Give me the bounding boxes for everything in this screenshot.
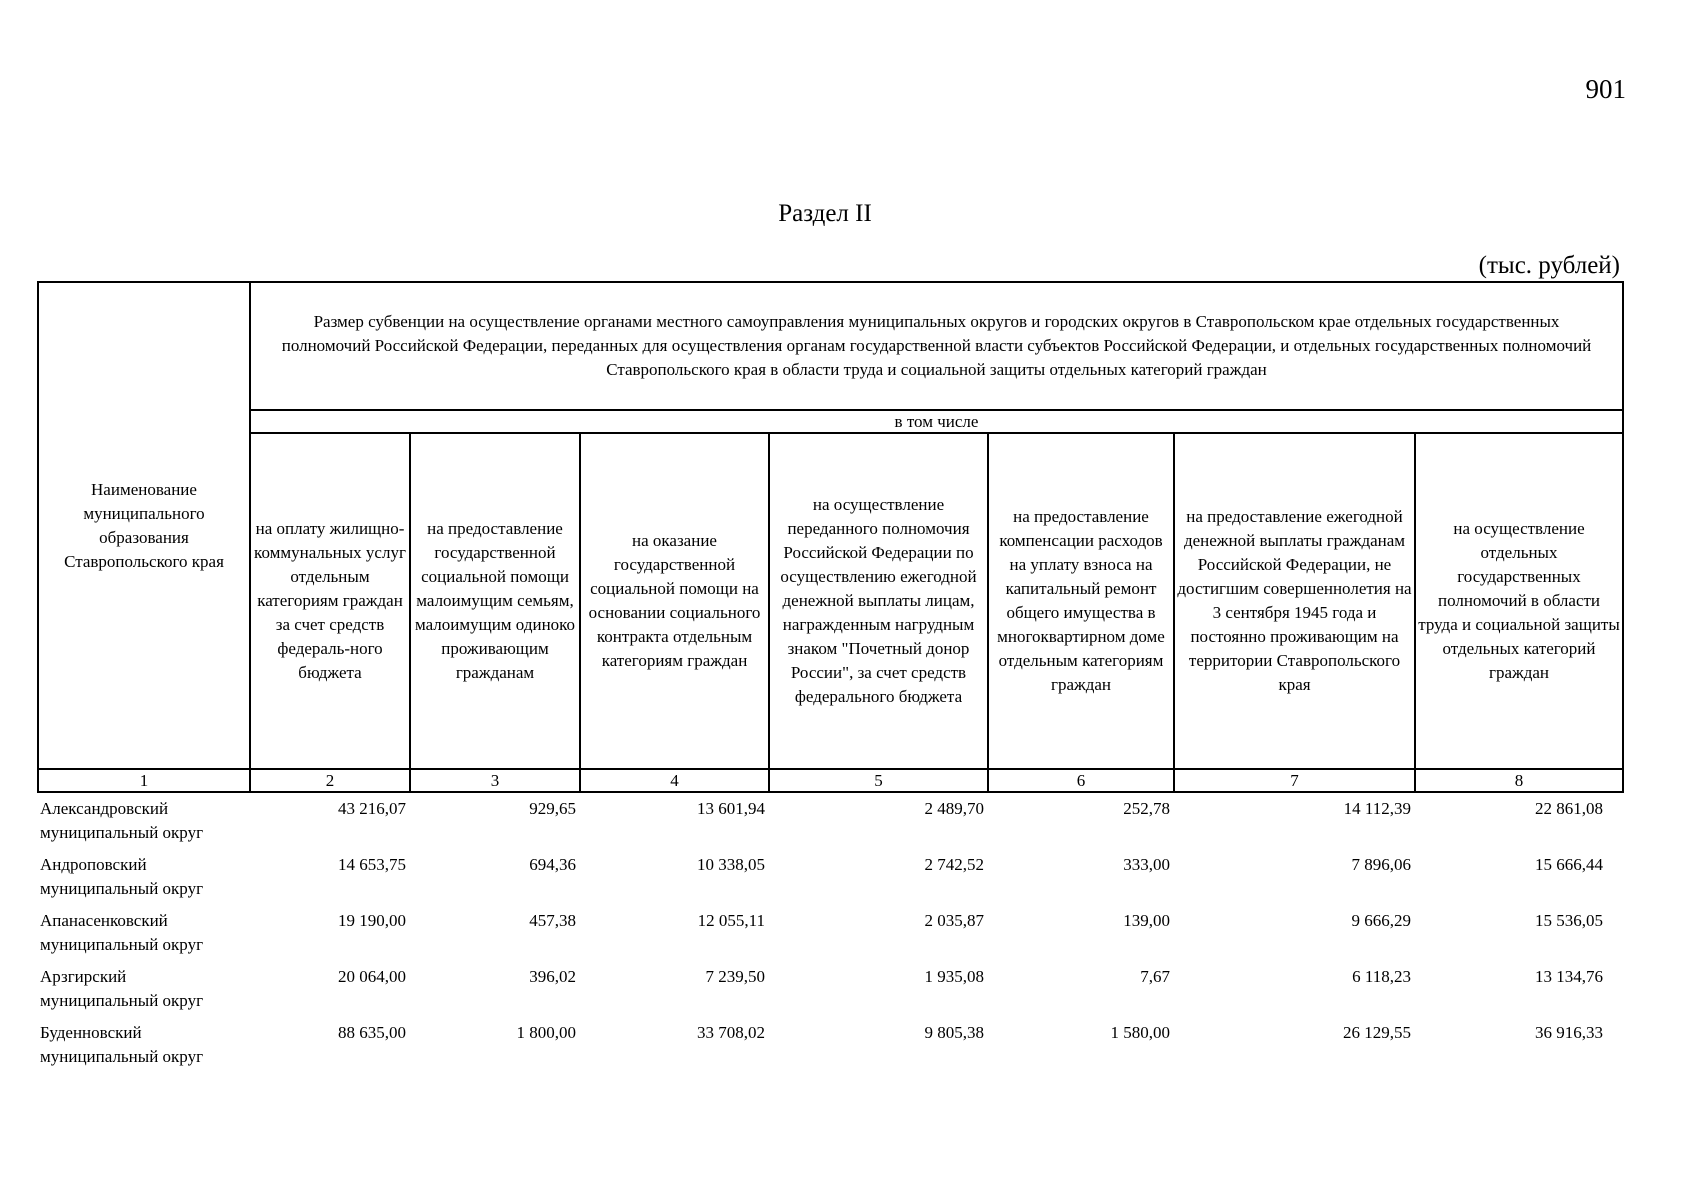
value-cell: 26 129,55 xyxy=(1343,1023,1411,1042)
column-header: на предоставление ежегодной денежной выплаты гражданам Российской Федерации, не достигшим совершеннолетия на 3 сентября 1945 года и постоянно проживающим на территории Ставропольского края xyxy=(1174,433,1415,769)
column-number: 1 xyxy=(38,769,250,792)
column-number: 5 xyxy=(769,769,988,792)
value-cell: 139,00 xyxy=(1123,911,1170,930)
value-cell: 9 805,38 xyxy=(924,1023,984,1042)
value-cell: 252,78 xyxy=(1123,799,1170,818)
municipality-name: Александровский муниципальный округ xyxy=(40,799,204,842)
value-cell: 88 635,00 xyxy=(338,1023,406,1042)
value-cell: 14 653,75 xyxy=(338,855,406,874)
value-cell: 9 666,29 xyxy=(1351,911,1411,930)
value-cell: 7,67 xyxy=(1140,967,1170,986)
column-header: на осуществление переданного полномочия Российской Федерации по осуществлению ежегодной денежной выплаты лицам, награжденным нагрудным знаком "Почетный донор России", за счет средств федерального бюджета xyxy=(769,433,988,769)
column-header: на предоставление государственной социальной помощи малоимущим семьям, малоимущим одиноко проживающим гражданам xyxy=(410,433,580,769)
value-cell: 1 935,08 xyxy=(924,967,984,986)
value-cell: 2 489,70 xyxy=(924,799,984,818)
table-row xyxy=(38,1017,1623,1073)
value-cell: 457,38 xyxy=(529,911,576,930)
value-cell: 22 861,08 xyxy=(1535,799,1603,818)
value-cell: 14 112,39 xyxy=(1343,799,1411,818)
value-cell: 1 800,00 xyxy=(516,1023,576,1042)
table-row xyxy=(38,961,1623,1017)
value-cell: 36 916,33 xyxy=(1535,1023,1603,1042)
subheader-including: в том числе xyxy=(250,410,1623,433)
value-cell: 15 536,05 xyxy=(1535,911,1603,930)
value-cell: 7 239,50 xyxy=(705,967,765,986)
column-number: 7 xyxy=(1174,769,1415,792)
value-cell: 6 118,23 xyxy=(1352,967,1411,986)
column-number: 6 xyxy=(988,769,1174,792)
column-number: 8 xyxy=(1415,769,1623,792)
value-cell: 2 035,87 xyxy=(924,911,984,930)
name-column-header: Наименование муниципального образования Ставропольского края xyxy=(38,282,250,769)
column-number: 4 xyxy=(580,769,769,792)
value-cell: 19 190,00 xyxy=(338,911,406,930)
column-header: на предоставление компенсации расходов на уплату взноса на капитальный ремонт общего имущества в многоквартирном доме отдельным категориям граждан xyxy=(988,433,1174,769)
municipality-name: Андроповский муниципальный округ xyxy=(40,855,204,898)
value-cell: 1 580,00 xyxy=(1110,1023,1170,1042)
value-cell: 12 055,11 xyxy=(697,911,765,930)
value-cell: 2 742,52 xyxy=(924,855,984,874)
main-header: Размер субвенции на осуществление органами местного самоуправления муниципальных округов и городских округов в Ставропольском крае отдельных государственных полномочий Российской Федерации, переданных для осуществления органам государственной власти субъектов Российской Федерации, и отдельных государственных полномочий Ставропольского края в области труда и социальной защиты отдельных категорий граждан xyxy=(250,282,1623,410)
column-number: 3 xyxy=(410,769,580,792)
value-cell: 15 666,44 xyxy=(1535,855,1603,874)
value-cell: 20 064,00 xyxy=(338,967,406,986)
value-cell: 43 216,07 xyxy=(338,799,406,818)
table-row xyxy=(38,849,1623,905)
value-cell: 694,36 xyxy=(529,855,576,874)
section-title: Раздел II xyxy=(778,200,872,227)
value-cell: 396,02 xyxy=(529,967,576,986)
column-header: на оказание государственной социальной помощи на основании социального контракта отдельным категориям граждан xyxy=(580,433,769,769)
value-cell: 10 338,05 xyxy=(697,855,765,874)
municipality-name: Арзгирский муниципальный округ xyxy=(40,967,204,1010)
municipality-name: Буденновский муниципальный округ xyxy=(40,1023,204,1066)
value-cell: 929,65 xyxy=(529,799,576,818)
column-header: на осуществление отдельных государственных полномочий в области труда и социальной защиты отдельных категорий граждан xyxy=(1415,433,1623,769)
value-cell: 7 896,06 xyxy=(1351,855,1411,874)
units-label: (тыс. рублей) xyxy=(1478,252,1620,279)
column-header: на оплату жилищно-коммунальных услуг отдельным категориям граждан за счет средств федераль-ного бюджета xyxy=(250,433,410,769)
column-number: 2 xyxy=(250,769,410,792)
table-row xyxy=(38,905,1623,961)
value-cell: 13 601,94 xyxy=(697,799,765,818)
subvention-table xyxy=(37,281,1624,1073)
municipality-name: Апанасенковский муниципальный округ xyxy=(40,911,204,954)
value-cell: 333,00 xyxy=(1123,855,1170,874)
value-cell: 33 708,02 xyxy=(697,1023,765,1042)
value-cell: 13 134,76 xyxy=(1535,967,1603,986)
page-number: 901 xyxy=(1585,74,1626,104)
table-row xyxy=(38,792,1623,849)
